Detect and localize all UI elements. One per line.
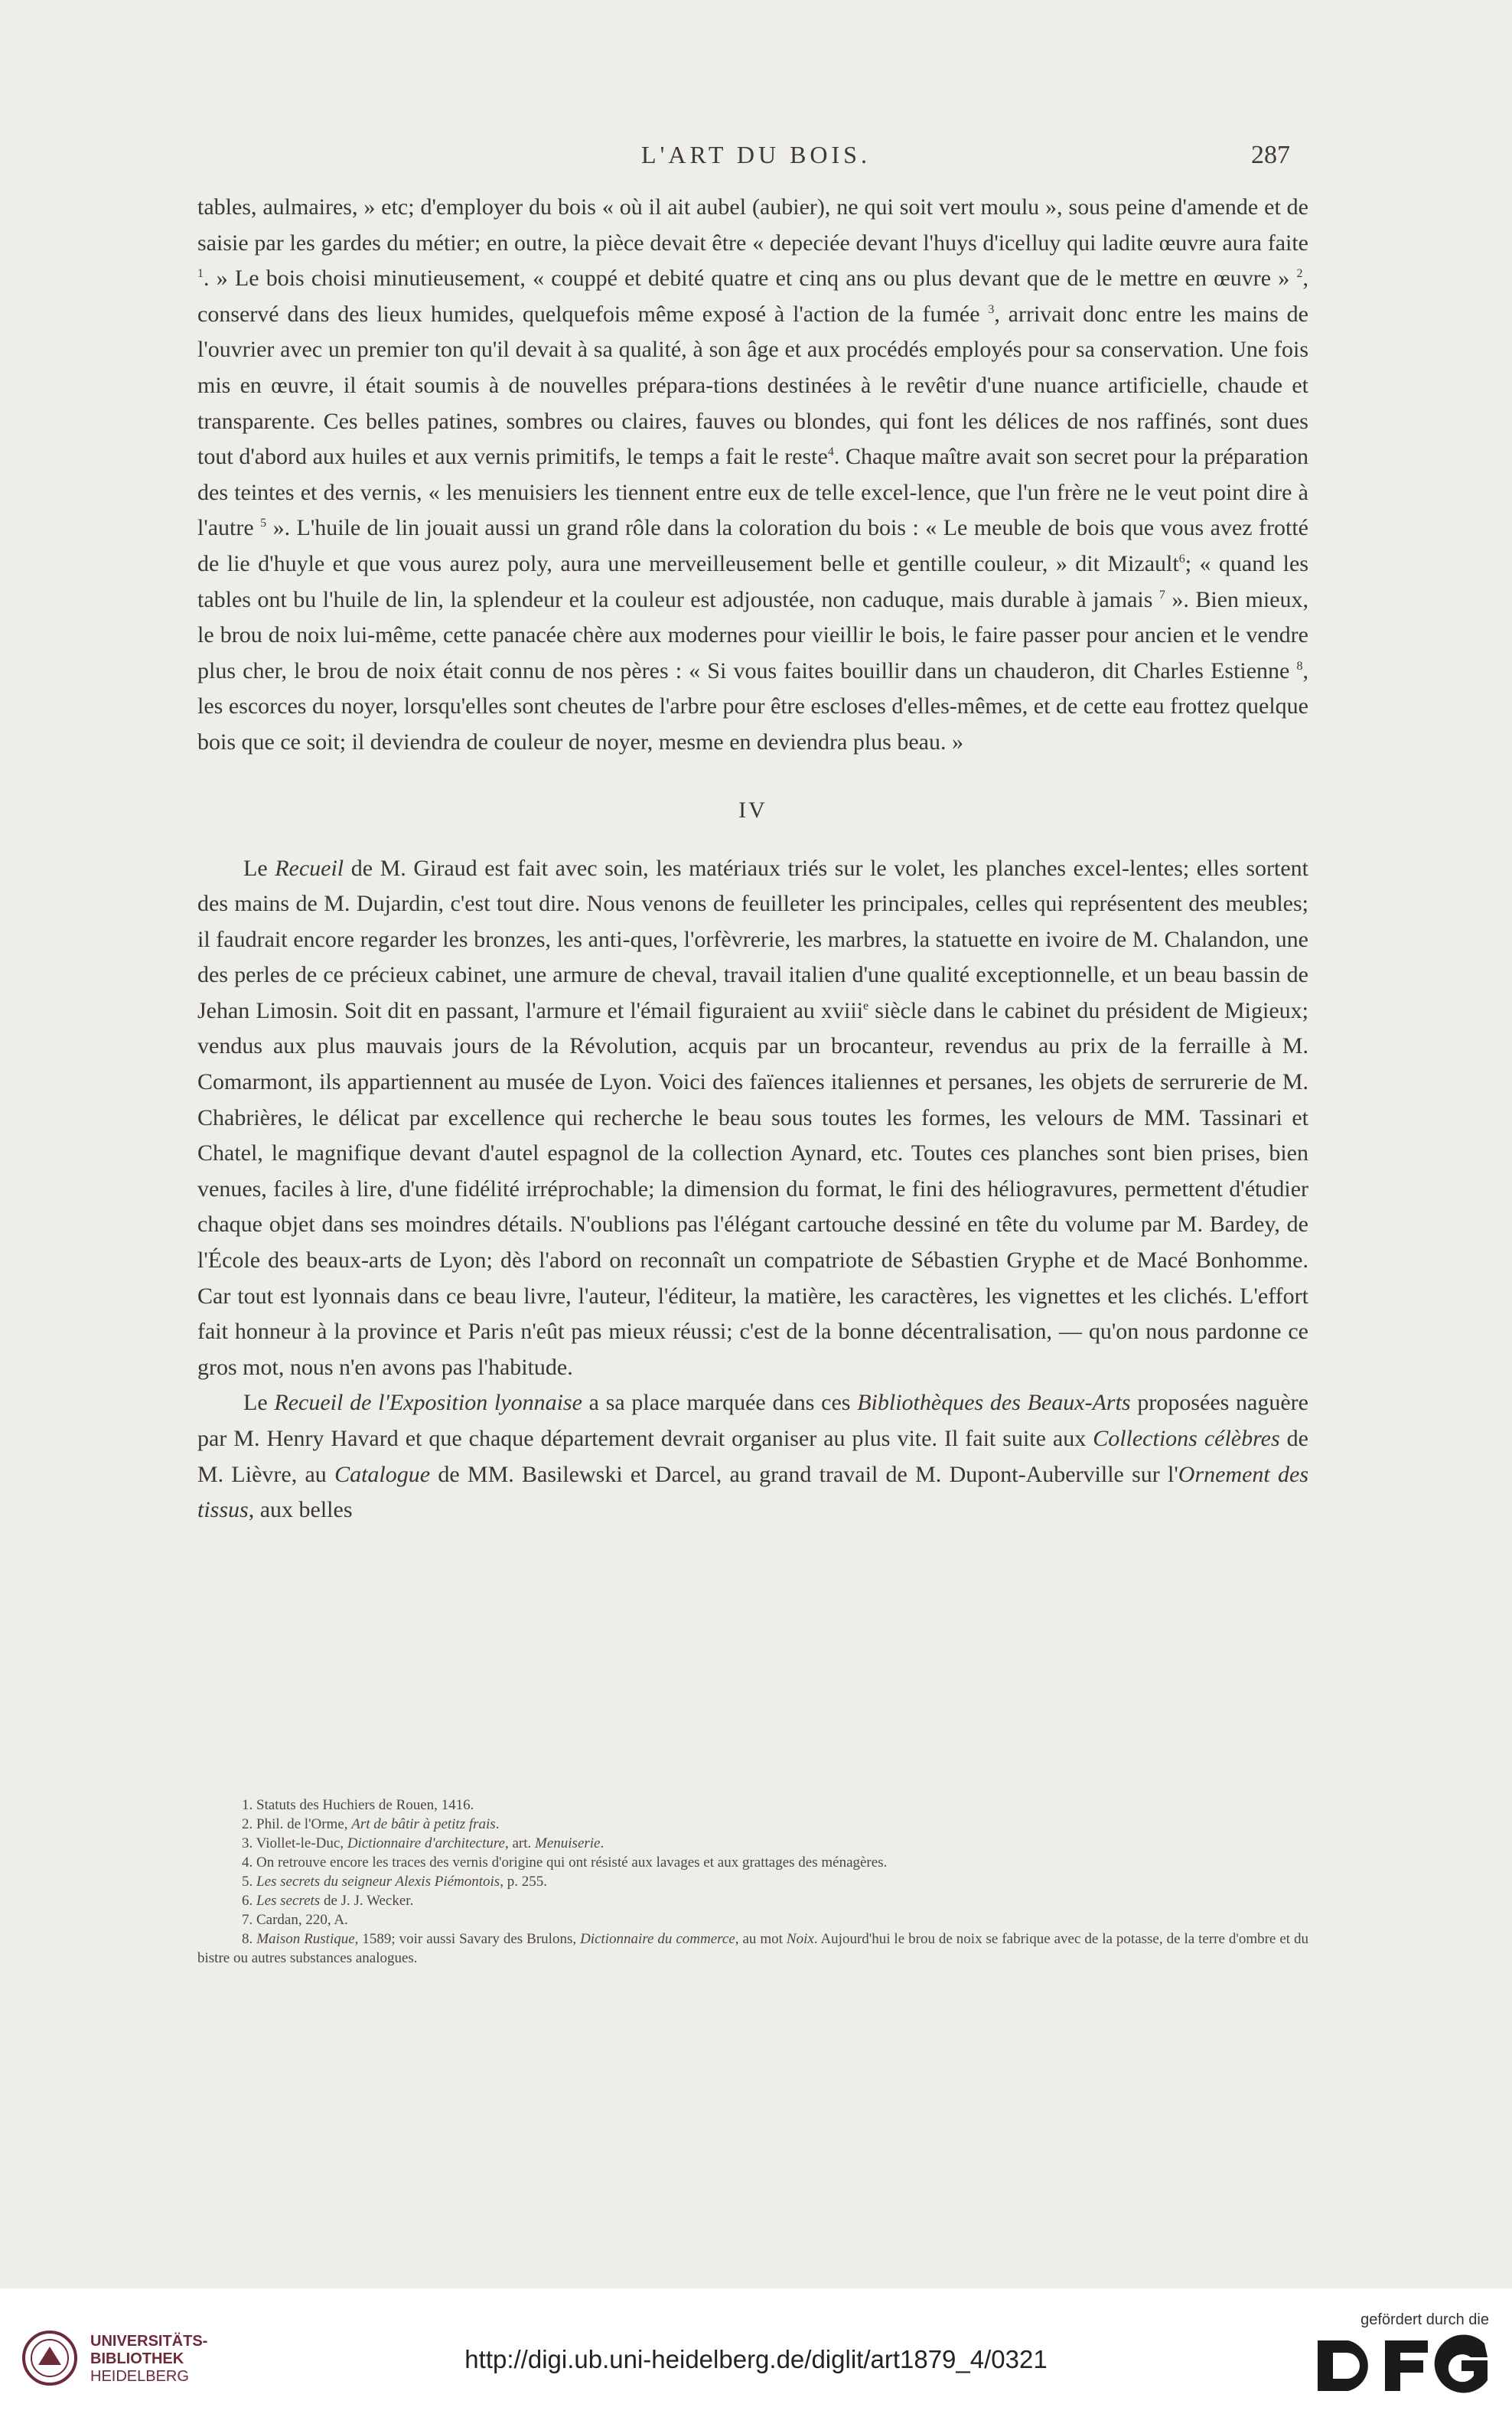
text-run: , art. (504, 1835, 536, 1851)
text-run: a sa place marquée dans ces (582, 1390, 858, 1416)
viewer-footer (0, 2288, 1512, 2417)
footnote-ref: 4 (827, 445, 834, 459)
footnote-ref: 3 (988, 302, 995, 316)
text-run: , conservé dans des lieux humides, quelquefois même exposé à l'action de la fumée (197, 266, 1308, 327)
text-run: 3. Viollet-le-Duc, (242, 1835, 347, 1851)
footnote (197, 1929, 1308, 1968)
italic-span: Dictionnaire du commerce (580, 1931, 735, 1947)
footnote-ref: 2 (1296, 267, 1303, 281)
italic-span: Les secrets (256, 1893, 321, 1909)
italic-span: Bibliothèques des Beaux-Arts (857, 1390, 1131, 1416)
footnote (197, 1796, 1308, 1815)
text-run: proposées naguère par M. Henry Havard et que chaque département devrait organiser au plus vite. Il fait suite aux (197, 1390, 1308, 1451)
footnote (197, 1910, 1308, 1929)
italic-span: Collections célèbres (1093, 1426, 1280, 1451)
text-run: . (495, 1816, 500, 1832)
text-run: ». Bien mieux, le brou de noix lui-même, cette panacée chère aux modernes pour vieillir le bois, le faire passer pour ancien et le vendre plus cher, le brou de noix était connu de nos pères : « Si vous faites bouillir dans un chauderon, dit Charles Estienne (197, 586, 1308, 683)
library-name-line-3: HEIDELBERG (90, 2368, 189, 2385)
page-number: 287 (1251, 141, 1290, 169)
text-run: siècle dans le cabinet du président de Migieux; vendus aux plus mauvais jours de la Révolution, acquis par un brocanteur, revendus au prix de la ferraille à M. Comarmont, ils appartiennent au musée de Lyon. Voici des faïences italiennes et persanes, les objets de serrurerie de M. Chabrières, le délicat par excellence qui recherche le beau sous toutes les formes, les velours de MM. Tassinari et Chatel, le magnifique devant d'autel espagnol de la collection Aynard, etc. Toutes ces planches sont bien prises, bien venues, faciles à lire, d'une fidélité irréprochable; la dimension du format, le fini des héliogravures, permettent d'étudier chaque objet dans ses moindres détails. N'oublions pas l'élégant cartouche dessiné en tête du volume par M. Bardey, de l'École des beaux-arts de Lyon; dès l'abord on reconnaît un compatriote de Sébastien Gryphe et de Macé Bonhomme. Car tout est lyonnais dans ce beau livre, l'auteur, l'éditeur, la matière, les caractères, les vignettes et les clichés. L'effort fait honneur à la province et Paris n'eût pas mieux réussi; c'est de la bonne décentralisation, — qu'on nous pardonne ce gros mot, nous n'en avons pas l'habitude. (197, 997, 1308, 1380)
text-run: de J. J. Wecker. (320, 1893, 414, 1909)
text-run: , au mot (735, 1931, 787, 1947)
text-run: Le (243, 1390, 275, 1416)
text-run: 7. Cardan, 220, A. (242, 1912, 348, 1928)
text-run: . » Le bois choisi minutieusement, « couppé et debité quatre et cinq ans ou plus devant que de le mettre en œuvre » (204, 266, 1297, 292)
text-run: tables, aulmaires, » etc; d'employer du bois « où il ait aubel (aubier), ne qui soit vert moulu », sous peine d'amende et de saisie par les gardes du métier; en outre, la pièce devait être « depeciée devant l'huys d'icelluy qui ladite œuvre aura faite (197, 194, 1308, 256)
section-heading: IV (738, 797, 767, 823)
paragraph (197, 190, 1308, 761)
running-head (0, 141, 1512, 179)
italic-span: Les secrets du seigneur Alexis Piémontois (256, 1874, 500, 1890)
text-run: 5. (242, 1874, 256, 1890)
text-run: 4. On retrouve encore les traces des vernis d'origine qui ont résisté aux lavages et aux grattages des ménagères. (242, 1854, 888, 1871)
text-run: 8. (242, 1931, 257, 1947)
italic-span: Menuiserie (535, 1835, 601, 1851)
footnotes (197, 1796, 1308, 1968)
text-run: , arrivait donc entre les mains de l'ouvrier avec un premier ton qu'il devait à sa qualité, à son âge et aux procédés employés pour sa conservation. Une fois mis en œuvre, il était soumis à de nouvelles prépara-tions destinées à le revêtir d'une nuance artificielle, chaude et transparente. Ces belles patines, sombres ou claires, fauves ou blondes, qui font les délices de nos raffinés, sont dues tout d'abord aux huiles et aux vernis primitifs, le temps a fait le reste (197, 301, 1308, 470)
text-run: 1. Statuts des Huchiers de Rouen, 1416. (242, 1797, 474, 1813)
paragraphs-after (197, 851, 1308, 1528)
footnote (197, 1834, 1308, 1853)
italic-span: Recueil (275, 855, 344, 881)
footnote-ref: 5 (260, 517, 267, 530)
library-name-line-1: UNIVERSITÄTS- (90, 2333, 208, 2350)
italic-span: Noix (786, 1931, 814, 1947)
text-run: . Aujourd'hui le brou de noix se fabrique avec de la potasse, de la terre d'ombre et du bistre ou autres substances analogues. (197, 1931, 1308, 1966)
italic-span: Dictionnaire d'architecture (347, 1835, 505, 1851)
footnote (197, 1872, 1308, 1891)
italic-span: Catalogue (334, 1461, 431, 1487)
text-run: de M. Lièvre, au (197, 1426, 1308, 1487)
text-run: . Chaque maître avait son secret pour la préparation des teintes et des vernis, « les menuisiers les tiennent entre eux de telle excel-lence, que l'un frère ne le veut point dire à l'autre (197, 444, 1308, 541)
text-run: 2. Phil. de l'Orme, (242, 1816, 352, 1832)
dfg-logo (1315, 2334, 1491, 2397)
footnote (197, 1891, 1308, 1910)
body-text (197, 190, 1308, 1528)
footnote-ref: 1 (197, 267, 204, 281)
text-run: , p. 255. (500, 1874, 547, 1890)
paragraph (197, 1385, 1308, 1528)
footnote-ref: 6 (1178, 552, 1185, 566)
text-run: . (600, 1835, 604, 1851)
text-run: 6. (242, 1893, 256, 1909)
footnote (197, 1815, 1308, 1834)
footnote (197, 1853, 1308, 1872)
footnote-ref: 7 (1158, 588, 1165, 602)
text-run: ; « quand les tables ont bu l'huile de lin, la splendeur et la couleur est adjoustée, non caduque, mais durable à jamais (197, 550, 1308, 612)
library-name-line-2: BIBLIOTHEK (90, 2350, 184, 2367)
italic-span: Maison Rustique (256, 1931, 355, 1947)
paragraphs-before (197, 190, 1308, 761)
text-run: de M. Giraud est fait avec soin, les matériaux triés sur le volet, les planches excel-lentes; elles sortent des mains de M. Dujardin, c'est tout dire. Nous venons de feuilleter les principales, celles qui représentent des meubles; il faudrait encore regarder les bronzes, les anti-ques, l'orfèvrerie, les marbres, la statuette en ivoire de M. Chalandon, une des perles de ce précieux cabinet, une armure de cheval, travail italien d'une qualité exceptionnelle, et un beau bassin de Jehan Limosin. Soit dit en passant, l'armure et l'émail figuraient au xviii (197, 855, 1308, 1023)
text-run: , aux belles (248, 1497, 353, 1523)
text-run: , 1589; voir aussi Savary des Brulons, (354, 1931, 581, 1947)
footnote-ref: e (863, 999, 869, 1013)
paragraph (197, 851, 1308, 1386)
footnote-ref: 8 (1296, 659, 1303, 673)
text-run: de MM. Basilewski et Darcel, au grand travail de M. Dupont-Auberville sur l' (430, 1461, 1178, 1487)
text-run: ». L'huile de lin jouait aussi un grand rôle dans la coloration du bois : « Le meuble de bois que vous avez frotté de lie d'huyle et que vous aurez poly, aura une merveilleusement belle et gentille couleur, » dit Mizault (197, 515, 1308, 576)
permalink-url[interactable]: http://digi.ub.uni-heidelberg.de/diglit/art1879_4/0321 (464, 2345, 1048, 2373)
italic-span: Art de bâtir à petitz frais (351, 1816, 496, 1832)
italic-span: Ornement des tissus (197, 1461, 1309, 1523)
sponsor-text: gefördert durch die (1360, 2311, 1489, 2328)
running-title: L'ART DU BOIS. (641, 141, 871, 168)
text-run: Le (243, 855, 275, 881)
text-run: , les escorces du noyer, lorsqu'elles sont cheutes de l'arbre pour être escloses d'elles-mêmes, et de cette eau frottez quelque bois que ce soit; il deviendra de couleur de noyer, mesme en deviendra plus beau. » (197, 657, 1308, 755)
italic-span: Recueil de l'Exposition lyonnaise (274, 1390, 582, 1416)
